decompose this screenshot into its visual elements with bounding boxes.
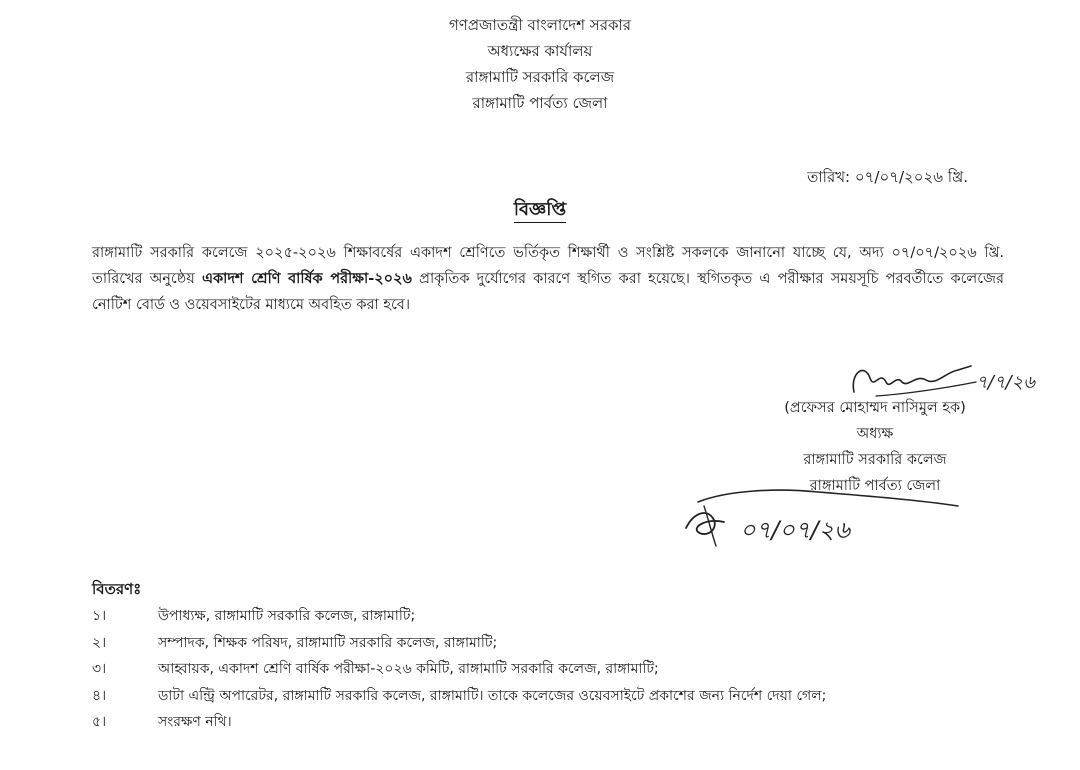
signature-date-1: ৭/৭/২৬ [976,372,1035,393]
distribution-list [92,603,992,736]
countersignature [668,482,968,552]
list-item [92,656,992,683]
list-item-text: উপাধ্যক্ষ, রাঙ্গামাটি সরকারি কলেজ, রাঙ্গামাটি; [158,608,416,624]
signatory-designation: অধ্যক্ষ [856,426,894,442]
notice-title [0,195,1080,226]
notice-body [92,240,1004,318]
list-item-number: ১। [92,608,107,624]
notice-date: তারিখ: ০৭/০৭/২০২৬ খ্রি. [807,168,968,186]
list-item-number: ৩। [92,661,107,677]
list-item-text: সংরক্ষণ নথি। [158,714,232,730]
signatory-org: রাঙ্গামাটি সরকারি কলেজ [803,452,947,468]
list-item [92,603,992,630]
signatory-district: রাঙ্গামাটি পার্বত্য জেলা [809,478,941,494]
office-name: অধ্যক্ষের কার্যালয় [487,42,593,60]
list-item-text: সম্পাদক, শিক্ষক পরিষদ, রাঙ্গামাটি সরকারি কলেজ, রাঙ্গামাটি; [158,634,498,651]
letterhead [0,12,1080,116]
list-item [92,630,992,657]
exam-name: একাদশ শ্রেণি বার্ষিক পরীক্ষা-২০২৬ [201,271,412,287]
signatory-name: (প্রফেসর মোহাম্মদ নাসিমুল হক) [784,400,966,416]
college-name: রাঙ্গামাটি সরকারি কলেজ [465,68,615,86]
signature-date-2: ০৭/০৭/২৬ [740,516,850,544]
list-item-number: ২। [92,634,107,651]
body-part-2: প্রাকৃতিক দুর্যোগের কারণে স্থগিত করা হয়েছে। স্থগিতকৃত এ পরীক্ষার সময়সূচি পরবর্তীতে কলেজের নোটিশ বোর্ড ও ওয়েবসাইটের মাধ্যমে অবহিত করা হবে। [92,271,1004,313]
list-item-text: ডাটা এন্ট্রি অপারেটর, রাঙ্গামাটি সরকারি কলেজ, রাঙ্গামাটি। তাকে কলেজের ওয়েবসাইটে প্রকাশের জন্য নির্দেশ দেয়া গেল; [158,687,827,704]
distribution-title: বিতরণঃ [92,580,142,598]
list-item-number: ৪। [92,687,107,704]
government-name: গণপ্রজাতন্ত্রী বাংলাদেশ সরকার [448,16,632,34]
body-part-1: রাঙ্গামাটি সরকারি কলেজে ২০২৫-২০২৬ শিক্ষাবর্ষের একাদশ শ্রেণিতে ভর্তিকৃত শিক্ষার্থী ও সংশ্লিষ্ট সকলকে জানানো যাচ্ছে যে, অদ্য ০৭/০৭/২০২৬ খ্রি. তারিখের অনুষ্ঠেয় [92,245,1004,287]
district-name: রাঙ্গামাটি পার্বত্য জেলা [472,94,608,112]
list-item-text: আহ্বায়ক, একাদশ শ্রেণি বার্ষিক পরীক্ষা-২০২৬ কমিটি, রাঙ্গামাটি সরকারি কলেজ, রাঙ্গামাটি; [158,661,659,677]
list-item [92,709,992,736]
notice-title-text: বিজ্ঞপ্তি [514,199,566,223]
list-item-number: ৫। [92,714,107,730]
list-item [92,683,992,710]
